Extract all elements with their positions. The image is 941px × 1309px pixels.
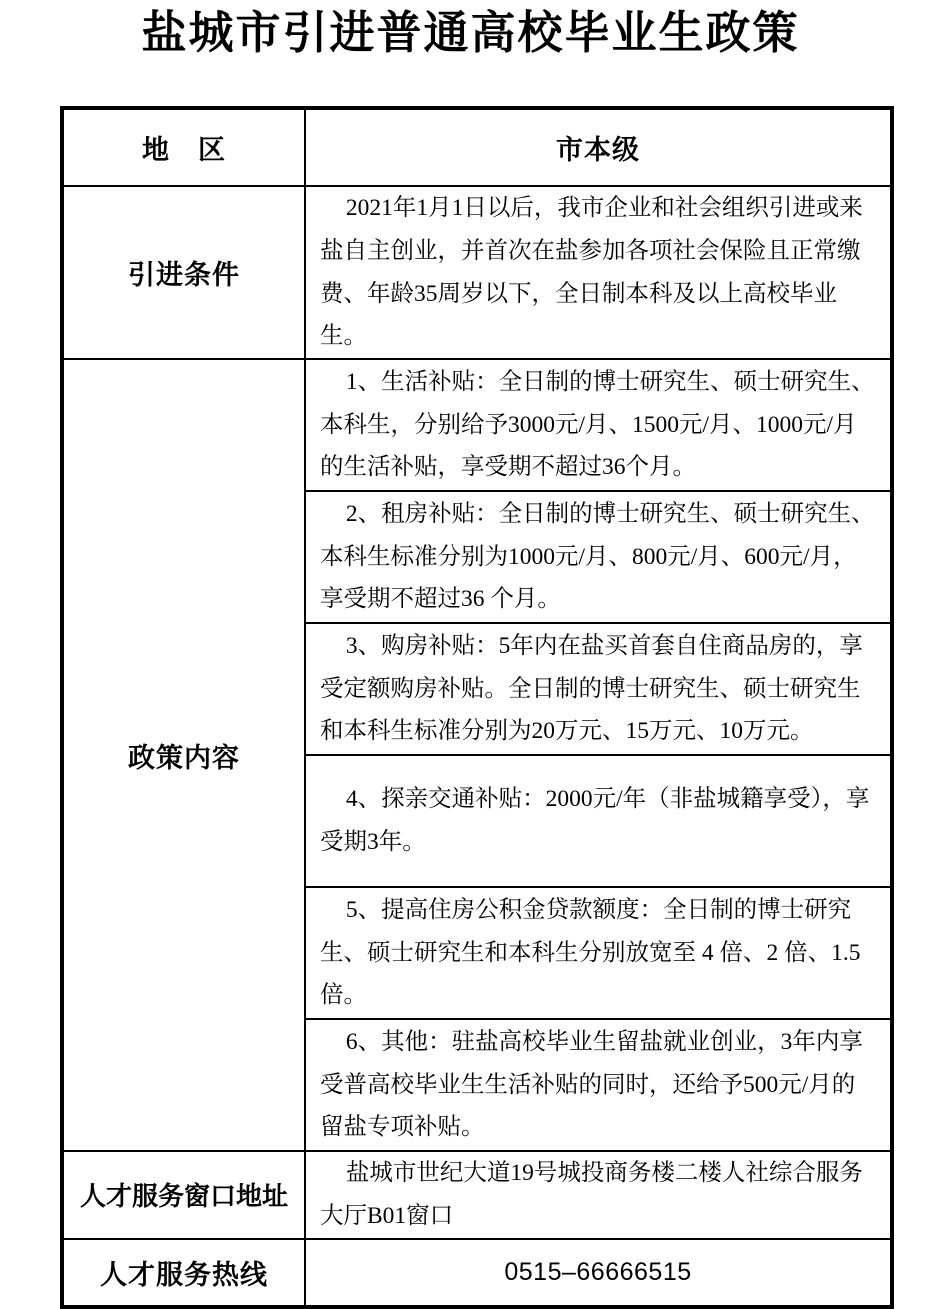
policy-item-cell <box>305 359 892 491</box>
policy-item-4: 4、探亲交通补贴：2000元/年（非盐城籍享受），享受期3年。 <box>320 786 870 856</box>
address-content: 盐城市世纪大道19号城投商务楼二楼人社综合服务大厅B01窗口 <box>320 1160 863 1229</box>
policy-item-cell <box>305 623 892 755</box>
address-content-cell <box>305 1151 892 1239</box>
policy-item-3: 3、购房补贴：5年内在盐买首套自住商品房的，享受定额购房补贴。全日制的博士研究生、硕士研究生和本科生标准分别为20万元、15万元、10万元。 <box>320 632 863 745</box>
page-title: 盐城市引进普通高校毕业生政策 <box>141 8 800 58</box>
policy-item-cell <box>305 887 892 1019</box>
policy-label: 政策内容 <box>62 359 305 1151</box>
conditions-content: 2021年1月1日以后，我市企业和社会组织引进或来盐自主创业，并首次在盐参加各项社会保险且正常缴费、年龄35周岁以下，全日制本科及以上高校毕业生。 <box>320 195 863 350</box>
conditions-label: 引进条件 <box>62 186 305 359</box>
hotline-row <box>62 1239 892 1307</box>
address-row <box>62 1151 892 1239</box>
header-region-value: 市本级 <box>305 108 892 186</box>
policy-item-cell <box>305 491 892 623</box>
header-region-label: 地 区 <box>62 108 305 186</box>
hotline-number: 0515–66666515 <box>305 1239 892 1307</box>
policy-item-5: 5、提高住房公积金贷款额度：全日制的博士研究生、硕士研究生和本科生分别放宽至 4 倍、2 倍、1.5 倍。 <box>320 896 861 1009</box>
policy-row-1 <box>62 359 892 491</box>
table-header-row <box>62 108 892 186</box>
policy-table <box>60 106 894 1309</box>
policy-item-2: 2、租房补贴：全日制的博士研究生、硕士研究生、本科生标准分别为1000元/月、800元/月、600元/月，享受期不超过36 个月。 <box>320 500 875 613</box>
policy-item-6: 6、其他：驻盐高校毕业生留盐就业创业，3年内享受普高校毕业生生活补贴的同时，还给予500元/月的留盐专项补贴。 <box>320 1028 863 1141</box>
policy-item-cell <box>305 1019 892 1151</box>
conditions-content-cell <box>305 186 892 359</box>
address-label: 人才服务窗口地址 <box>62 1151 305 1239</box>
policy-item-1: 1、生活补贴：全日制的博士研究生、硕士研究生、本科生，分别给予3000元/月、1500元/月、1000元/月的生活补贴，享受期不超过36个月。 <box>320 368 875 481</box>
hotline-label: 人才服务热线 <box>62 1239 305 1307</box>
conditions-row <box>62 186 892 359</box>
policy-item-cell <box>305 755 892 887</box>
